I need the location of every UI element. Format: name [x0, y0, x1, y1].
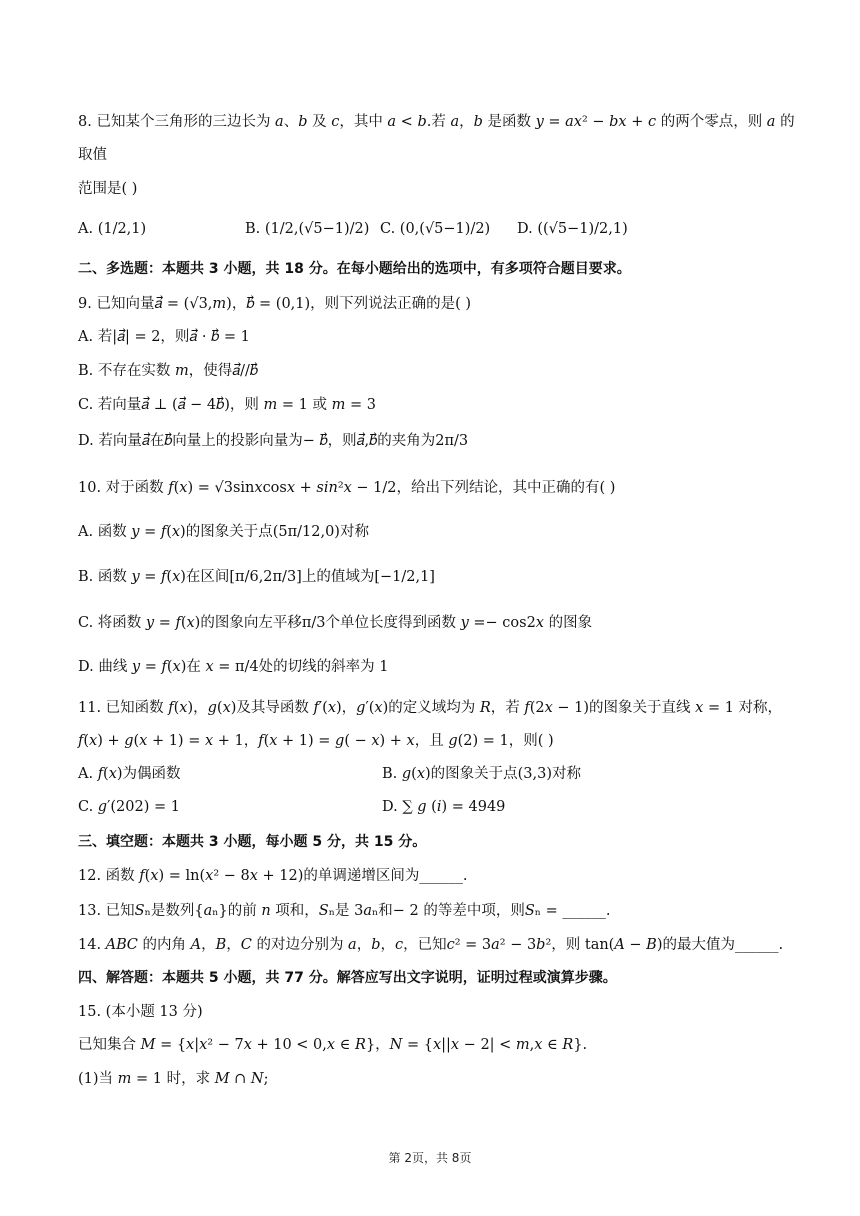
q8-option-d: D. ((√5−1)/2,1) — [517, 221, 628, 237]
q9-option-c: C. 若向量𝑎⃗ ⊥ (𝑎⃗ − 4𝑏⃗)，则 𝑚 = 1 或 𝑚 = 3 — [78, 397, 376, 413]
q11-stem-line2: 𝑓(𝑥) + 𝑔(𝑥 + 1) = 𝑥 + 1，𝑓(𝑥 + 1) = 𝑔( − 𝑥) + 𝑥，且 𝑔(2) = 1，则( ) — [78, 733, 554, 749]
q8-option-b: B. (1/2,(√5−1)/2) — [245, 221, 370, 237]
q8-option-c: C. (0,(√5−1)/2) — [380, 221, 491, 237]
q9-option-a: A. 若|𝑎⃗| = 2，则𝑎⃗ · 𝑏⃗ = 1 — [78, 329, 250, 345]
q9-option-d: D. 若向量𝑎⃗在𝑏⃗向量上的投影向量为− 𝑏⃗，则𝑎⃗,𝑏⃗的夹角为2π/3 — [78, 433, 469, 449]
question-13: 13. 已知𝑆ₙ是数列{𝑎ₙ}的前 𝑛 项和，𝑆ₙ是 3𝑎ₙ和− 2 的等差中项，则𝑆ₙ = ______. — [78, 903, 611, 919]
q15-title: 15. (本小题 13 分) — [78, 1004, 203, 1020]
section-heading-multiple-choice: 二、多选题：本题共 3 小题，共 18 分。在每小题给出的选项中，有多项符合题目要求。 — [78, 261, 631, 277]
q8-stem-line3: 范围是( ) — [78, 181, 138, 197]
q8-option-a: A. (1/2,1) — [78, 221, 147, 237]
question-14: 14. 𝐴𝐵𝐶 的内角 𝐴，𝐵，𝐶 的对边分别为 𝑎，𝑏，𝑐，已知𝑐² = 3𝑎² − 3𝑏²，则 tan(𝐴 − 𝐵)的最大值为______. — [78, 937, 784, 953]
q11-option-c: C. 𝑔′(202) = 1 — [78, 799, 180, 815]
q10-option-c: C. 将函数 𝑦 = 𝑓(𝑥)的图象向左平移π/3个单位长度得到函数 𝑦 =− cos2𝑥 的图象 — [78, 615, 593, 631]
section-heading-solution: 四、解答题：本题共 5 小题，共 77 分。解答应写出文字说明，证明过程或演算步骤。 — [78, 970, 617, 986]
q15-part1: (1)当 𝑚 = 1 时，求 𝑀 ∩ 𝑁; — [78, 1071, 269, 1087]
q9-option-b: B. 不存在实数 𝑚，使得𝑎⃗//𝑏⃗ — [78, 363, 258, 379]
q11-stem-line1: 11. 已知函数 𝑓(𝑥)，𝑔(𝑥)及其导函数 𝑓′(𝑥)，𝑔′(𝑥)的定义域均为 𝑅，若 𝑓(2𝑥 − 1)的图象关于直线 𝑥 = 1 对称， — [78, 700, 783, 716]
q10-option-b: B. 函数 𝑦 = 𝑓(𝑥)在区间[π/6,2π/3]上的值域为[−1/2,1] — [78, 569, 435, 585]
page-footer: 第 2页，共 8页 — [388, 1151, 472, 1165]
question-12: 12. 函数 𝑓(𝑥) = ln(𝑥² − 8𝑥 + 12)的单调递增区间为______. — [78, 868, 468, 884]
q15-stem: 已知集合 𝑀 = {𝑥|𝑥² − 7𝑥 + 10 < 0,𝑥 ∈ 𝑅}，𝑁 = {𝑥||𝑥 − 2| < 𝑚,𝑥 ∈ 𝑅}. — [78, 1037, 588, 1053]
q8-stem-line1: 8. 已知某个三角形的三边长为 𝑎、𝑏 及 𝑐，其中 𝑎 < 𝑏.若 𝑎，𝑏 是函数 𝑦 = 𝑎𝑥² − 𝑏𝑥 + 𝑐 的两个零点，则 𝑎 的 — [78, 114, 795, 130]
q11-option-d: D. ∑ 𝑔 (𝑖) = 4949 — [382, 799, 506, 815]
q10-option-a: A. 函数 𝑦 = 𝑓(𝑥)的图象关于点(5π/12,0)对称 — [78, 524, 369, 540]
q11-option-b: B. 𝑔(𝑥)的图象关于点(3,3)对称 — [382, 766, 582, 782]
q9-stem: 9. 已知向量𝑎⃗ = (√3,𝑚)，𝑏⃗ = (0,1)，则下列说法正确的是( ) — [78, 296, 472, 312]
section-heading-fill-blank: 三、填空题：本题共 3 小题，每小题 5 分，共 15 分。 — [78, 834, 427, 850]
q11-option-a: A. 𝑓(𝑥)为偶函数 — [78, 766, 181, 782]
q10-option-d: D. 曲线 𝑦 = 𝑓(𝑥)在 𝑥 = π/4处的切线的斜率为 1 — [78, 659, 389, 675]
q8-stem-line2: 取值 — [78, 147, 107, 163]
q10-stem: 10. 对于函数 𝑓(𝑥) = √3sin𝑥cos𝑥 + 𝑠𝑖𝑛²𝑥 − 1/2，给出下列结论，其中正确的有( ) — [78, 480, 616, 496]
